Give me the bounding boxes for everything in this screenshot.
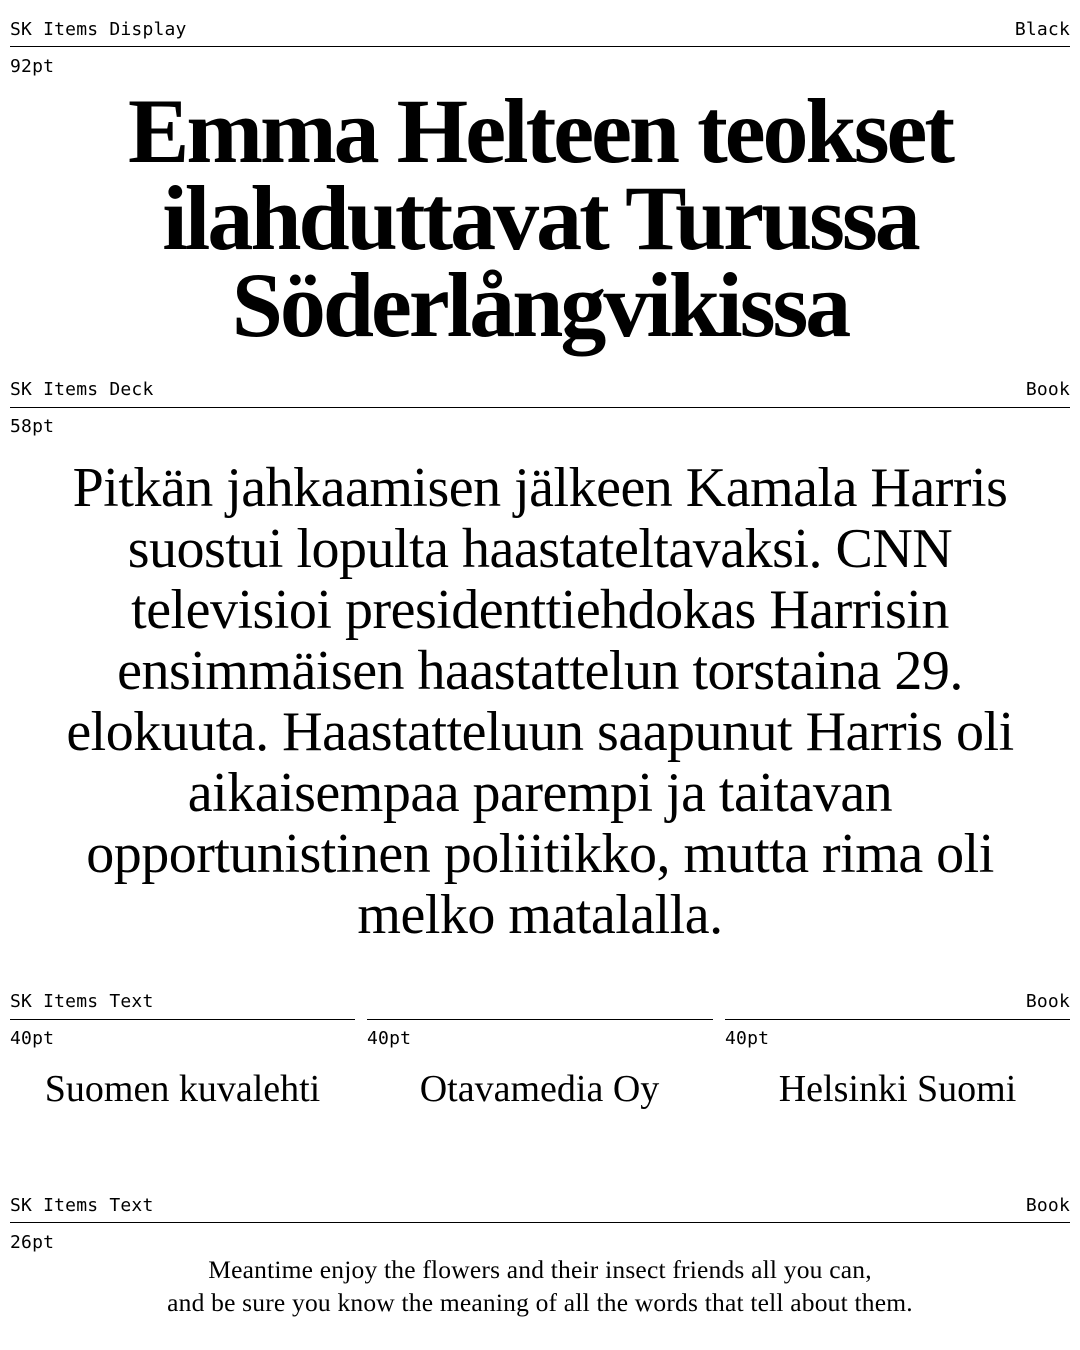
- section-divider: [10, 1222, 1070, 1223]
- column-sample-text: Otavamedia Oy: [419, 1068, 660, 1110]
- font-size-label: 92pt: [10, 56, 55, 77]
- display-sample-text: Emma Helteen teokset ilahduttavat Turussa Söderlångvikissa: [128, 80, 952, 356]
- font-size-label: 40pt: [367, 1028, 412, 1049]
- font-name-label: SK Items Text: [10, 991, 154, 1012]
- column-divider: [725, 1019, 1070, 1020]
- font-weight-label: Book: [1025, 1195, 1070, 1216]
- deck-section-header: [10, 381, 1070, 409]
- column-sample-text: Suomen kuvalehti: [44, 1068, 321, 1110]
- text40-section-header: [10, 993, 1070, 1021]
- column-divider: [367, 1019, 713, 1020]
- font-size-label: 26pt: [10, 1232, 55, 1253]
- font-weight-label: Book: [1025, 991, 1070, 1012]
- font-weight-label: Black: [1014, 19, 1070, 40]
- small-sample-line: and be sure you know the meaning of all the words that tell about them.: [167, 1288, 913, 1317]
- small-sample-line: Meantime enjoy the flowers and their insect friends all you can,: [208, 1255, 872, 1284]
- deck-sample-text: Pitkän jahkaamisen jälkeen Kamala Harris suostui lopulta haastateltavaksi. CNN televisioi presidenttiehdokas Harrisin ensimmäisen haastattelun torstaina 29. elokuuta. Haastatteluun saapunut Harris oli aikaisempaa parempi ja taitavan opportunistinen poliitikko, mutta rima oli melko matalalla.: [66, 457, 1014, 946]
- font-name-label: SK Items Text: [10, 1195, 154, 1216]
- column-divider: [10, 1019, 355, 1020]
- text26-section-header: [10, 1197, 1070, 1225]
- section-divider: [10, 407, 1070, 408]
- font-name-label: SK Items Deck: [10, 379, 154, 400]
- display-section-header: [10, 21, 1070, 49]
- small-sample-text: [0, 1253, 1080, 1319]
- font-name-label: SK Items Display: [10, 19, 187, 40]
- font-size-label: 40pt: [725, 1028, 770, 1049]
- section-divider: [10, 46, 1070, 47]
- font-size-label: 58pt: [10, 416, 55, 437]
- font-size-label: 40pt: [10, 1028, 55, 1049]
- font-weight-label: Book: [1025, 379, 1070, 400]
- column-sample-text: Helsinki Suomi: [778, 1068, 1017, 1110]
